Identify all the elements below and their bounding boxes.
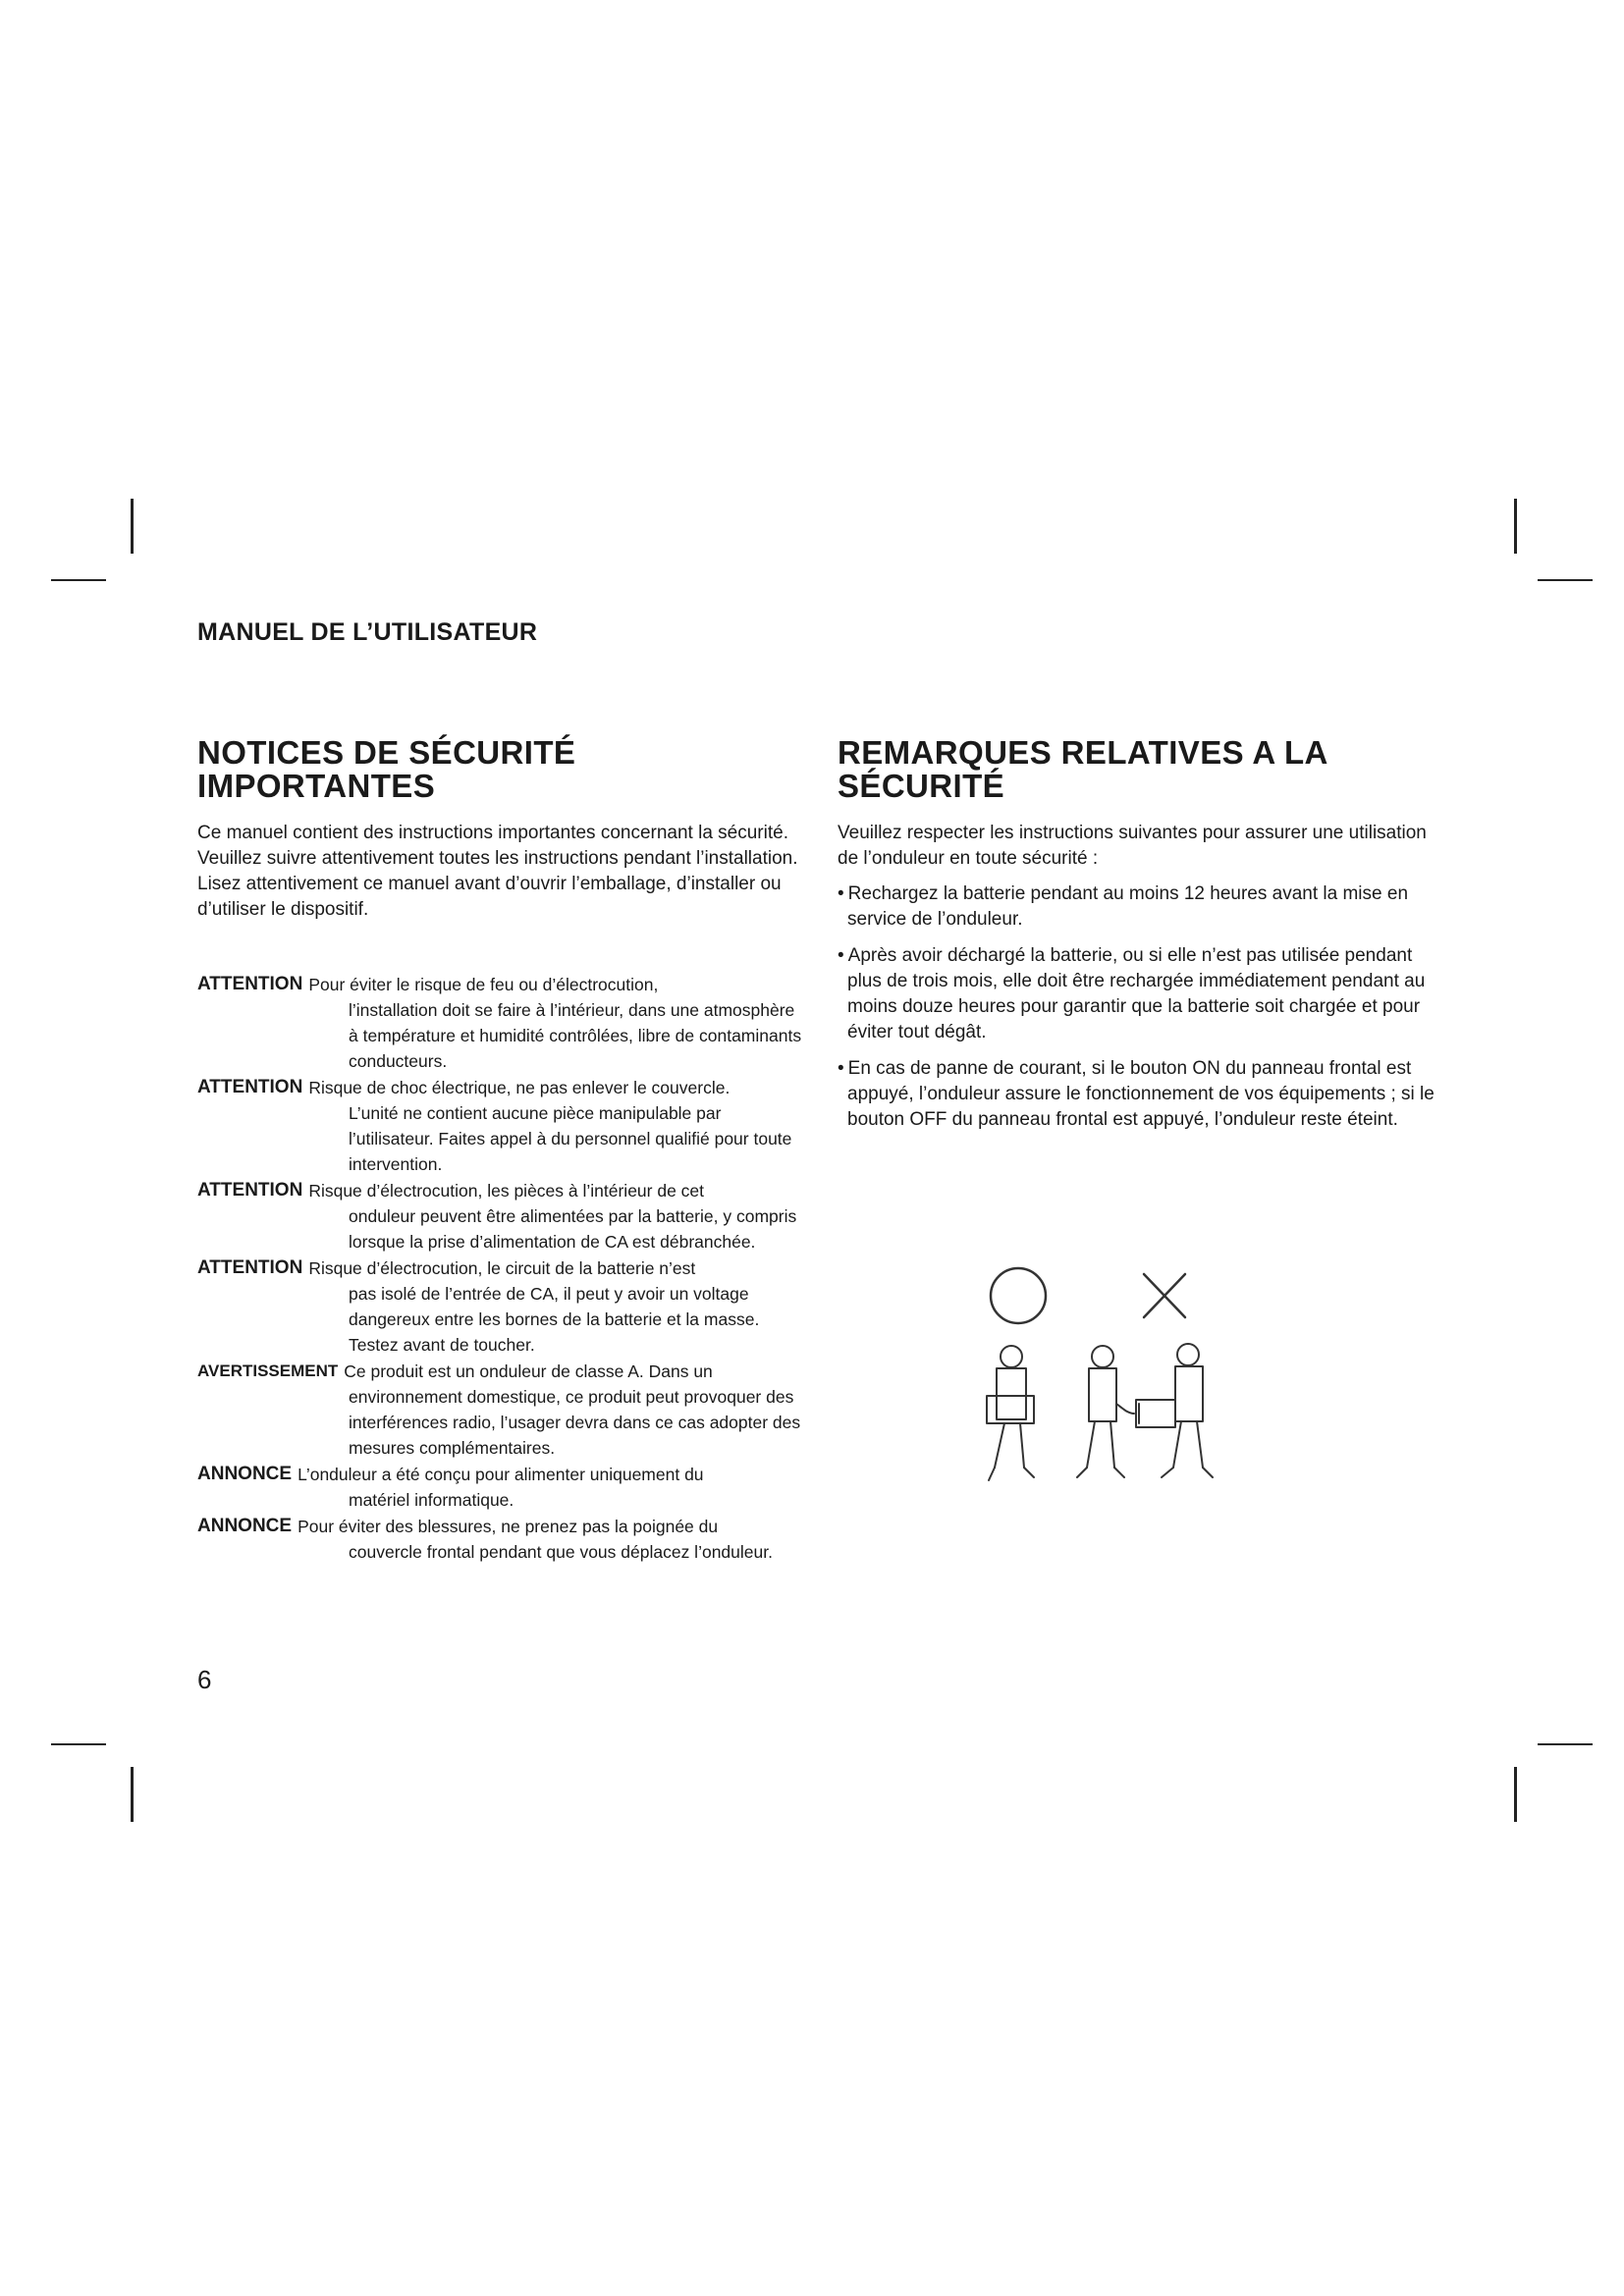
crop-mark	[51, 1743, 106, 1745]
warning-item	[197, 1359, 806, 1461]
bullet-icon: •	[838, 883, 844, 904]
list-item-text: En cas de panne de courant, si le bouton ON du panneau frontal est appuyé, l’onduleur assure le fonctionnement de vos équipements ; si le bouton OFF du panneau frontal est appuyé, l’onduleur reste éteint.	[847, 1058, 1435, 1130]
warning-text-first: Pour éviter le risque de feu ou d’électrocution,	[308, 975, 659, 994]
warning-text-rest: pas isolé de l’entrée de CA, il peut y avoir un voltage dangereux entre les bornes de la batterie et la masse. Testez avant de toucher.	[349, 1284, 760, 1355]
warning-item	[197, 1514, 806, 1565]
carrying-illustration	[967, 1266, 1242, 1522]
person-icon	[1162, 1344, 1213, 1477]
correct-circle-icon	[991, 1268, 1046, 1323]
crop-mark	[131, 1767, 134, 1822]
warning-label: ANNONCE	[197, 1464, 293, 1484]
warning-item	[197, 1462, 806, 1513]
warning-label: ATTENTION	[197, 1257, 303, 1278]
crop-mark	[51, 579, 106, 581]
person-correct-icon	[987, 1346, 1034, 1480]
warning-item	[197, 1255, 806, 1358]
warning-text-first: L’onduleur a été conçu pour alimenter uniquement du	[298, 1465, 704, 1484]
list-item	[838, 881, 1446, 933]
warning-label: ANNONCE	[197, 1516, 293, 1536]
title-line: IMPORTANTES	[197, 768, 436, 804]
safety-bullet-list	[838, 881, 1446, 1133]
list-item	[838, 1056, 1446, 1133]
incorrect-cross-icon	[1144, 1274, 1185, 1317]
crop-mark	[1514, 1767, 1517, 1822]
warning-text-rest: l’installation doit se faire à l’intérieur, dans une atmosphère à température et humidité contrôlées, libre de contaminants conducteurs.	[349, 1000, 802, 1071]
intro-paragraph: Veuillez respecter les instructions suivantes pour assurer une utilisation de l’onduleur en toute sécurité :	[838, 823, 1427, 869]
right-column	[838, 736, 1446, 1144]
list-item-text: Rechargez la batterie pendant au moins 12 heures avant la mise en service de l’onduleur.	[847, 883, 1409, 930]
crop-mark	[1514, 499, 1517, 554]
warning-text-first: Ce produit est un onduleur de classe A. Dans un	[344, 1362, 713, 1381]
person-incorrect-icon	[1077, 1346, 1175, 1477]
crop-mark	[1538, 1743, 1593, 1745]
section-title-notices	[197, 736, 806, 803]
bullet-icon: •	[838, 945, 844, 966]
warning-label: ATTENTION	[197, 1180, 303, 1201]
warning-label: ATTENTION	[197, 1077, 303, 1097]
warning-text-rest: environnement domestique, ce produit peut provoquer des interférences radio, l’usager devra dans ce cas adopter des mesures complémentaires.	[349, 1387, 801, 1458]
document-header: MANUEL DE L’UTILISATEUR	[197, 618, 538, 646]
title-line: REMARQUES RELATIVES A LA	[838, 734, 1328, 771]
warning-text-first: Risque d’électrocution, les pièces à l’intérieur de cet	[308, 1181, 705, 1201]
page-number: 6	[197, 1665, 212, 1694]
list-item	[838, 943, 1446, 1045]
left-column	[197, 736, 806, 1566]
warning-text-rest: L’unité ne contient aucune pièce manipulable par l’utilisateur. Faites appel à du personnel qualifié pour toute intervention.	[349, 1103, 792, 1174]
warning-text-rest: onduleur peuvent être alimentées par la batterie, y compris lorsque la prise d’alimentation de CA est débranchée.	[349, 1206, 797, 1252]
warning-item	[197, 972, 806, 1074]
title-line: NOTICES DE SÉCURITÉ	[197, 734, 576, 771]
warning-label: AVERTISSEMENT	[197, 1362, 339, 1380]
crop-mark	[131, 499, 134, 554]
warning-text-first: Pour éviter des blessures, ne prenez pas la poignée du	[298, 1517, 719, 1536]
warning-text-first: Risque de choc électrique, ne pas enlever le couvercle.	[308, 1078, 731, 1097]
warning-text-first: Risque d’électrocution, le circuit de la batterie n’est	[308, 1258, 696, 1278]
bullet-icon: •	[838, 1058, 844, 1079]
warning-item	[197, 1075, 806, 1177]
title-line: SÉCURITÉ	[838, 768, 1005, 804]
crop-mark	[1538, 579, 1593, 581]
warning-text-rest: couvercle frontal pendant que vous déplacez l’onduleur.	[349, 1542, 773, 1562]
warning-item	[197, 1178, 806, 1255]
intro-paragraph: Ce manuel contient des instructions importantes concernant la sécurité. Veuillez suivre attentivement toutes les instructions pendant l’installation. Lisez attentivement ce manuel avant d’ouvrir l’emballage, d’installer ou d’utiliser le dispositif.	[197, 823, 798, 920]
section-title-remarks	[838, 736, 1446, 803]
warning-list	[197, 972, 806, 1565]
warning-label: ATTENTION	[197, 974, 303, 994]
list-item-text: Après avoir déchargé la batterie, ou si elle n’est pas utilisée pendant plus de trois mois, elle doit être rechargée immédiatement pendant au moins douze heures pour garantir que la batterie soit chargée et pour éviter tout dégât.	[847, 945, 1426, 1042]
warning-text-rest: matériel informatique.	[349, 1490, 514, 1510]
